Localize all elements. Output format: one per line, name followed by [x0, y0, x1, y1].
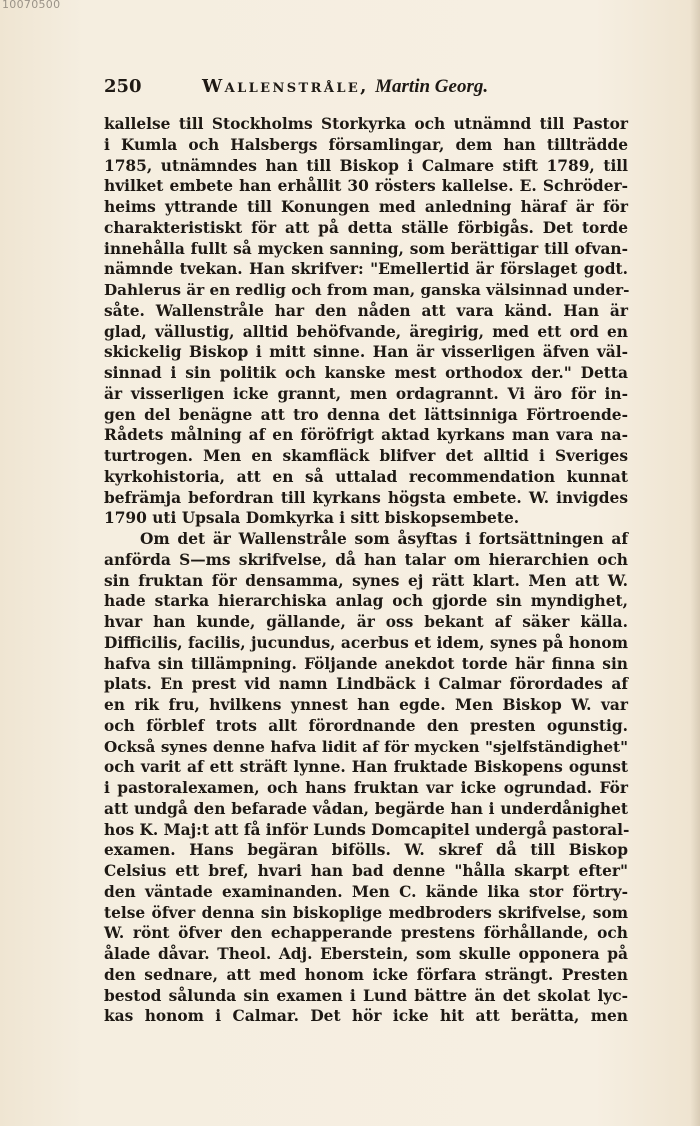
text-line: att undgå den befarade vådan, begärde han i underdånighet	[104, 799, 628, 818]
running-title-name: Wallenstråle,	[202, 76, 369, 97]
text-line: plats. En prest vid namn Lindbäck i Calmar förordades af	[104, 675, 628, 694]
catalog-number: 10070500	[2, 0, 61, 11]
text-line: hvilket embete han erhållit 30 rösters kallelse. E. Schröder-	[104, 177, 628, 196]
text-line: såte. Wallenstråle har den nåden att vara känd. Han är	[104, 301, 628, 320]
text-line: hos K. Maj:t att få inför Lunds Domcapitel undergå pastoral-	[104, 820, 630, 839]
text-line: sinnad i sin politik och kanske mest orthodox der." Detta	[104, 364, 628, 382]
page-number: 250	[104, 76, 142, 97]
text-line: och förblef trots allt förordnande den presten ogunstig.	[104, 716, 628, 735]
text-line: en rik fru, hvilkens ynnest han egde. Men Biskop W. var	[104, 696, 628, 714]
text-line: i pastoralexamen, och hans fruktan var icke ogrundad. För	[104, 779, 628, 797]
text-line: heims yttrande till Konungen med anledning häraf är för	[104, 198, 628, 216]
text-line: ålade dåvar. Theol. Adj. Eberstein, som skulle opponera på	[104, 945, 628, 963]
text-line: telse öfver denna sin biskoplige medbroders skrifvelse, som	[104, 903, 628, 922]
text-line: sin fruktan för densamma, synes ej rätt klart. Men att W.	[104, 571, 628, 590]
text-line: W. rönt öfver den echapperande prestens förhållande, och	[104, 924, 628, 943]
text-line: Om det är Wallenstråle som åsyftas i fortsättningen af	[140, 530, 628, 548]
text-line: i Kumla och Halsbergs församlingar, dem han tillträdde	[104, 135, 628, 154]
text-line: skickelig Biskop i mitt sinne. Han är visserligen äfven väl-	[104, 343, 628, 362]
text-line: Celsius ett bref, hvari han bad denne "hålla skarpt efter"	[104, 862, 628, 880]
text-line: bestod sålunda sin examen i Lund bättre än det skolat lyc-	[104, 986, 628, 1005]
text-line: Dahlerus är en redlig och from man, ganska välsinnad under-	[104, 281, 630, 299]
text-line: den sednare, att med honom icke förfara strängt. Presten	[104, 965, 628, 984]
text-line: 1785, utnämndes han till Biskop i Calmare stift 1789, till	[104, 156, 628, 175]
body-text	[104, 114, 628, 1027]
text-line: hvar han kunde, gällande, är oss bekant af säker källa.	[104, 613, 628, 631]
text-line: kallelse till Stockholms Storkyrka och utnämnd till Pastor	[104, 115, 628, 133]
text-line: charakteristiskt för att på detta ställe förbigås. Det torde	[104, 218, 628, 237]
text-line: glad, vällustig, alltid behöfvande, äregirig, med ett ord en	[104, 322, 628, 341]
text-line: Rådets målning af en föröfrigt aktad kyrkans man vara na-	[104, 426, 628, 445]
text-line: kyrkohistoria, att en så uttalad recommendation kunnat	[104, 467, 628, 486]
text-line: gen del benägne att tro denna det lättsinniga Förtroende-	[104, 405, 628, 424]
page-edge-shadow	[690, 0, 700, 1126]
text-line: befrämja befordran till kyrkans högsta embete. W. invigdes	[104, 488, 628, 507]
text-line: anförda S—ms skrifvelse, då han talar om hierarchien och	[104, 550, 628, 569]
text-line: Difficilis, facilis, jucundus, acerbus et idem, synes på honom	[104, 633, 628, 652]
text-line: turtrogen. Men en skamfläck blifver det alltid i Sveriges	[104, 447, 628, 465]
text-line: hade starka hierarchiska anlag och gjorde sin myndighet,	[104, 592, 628, 611]
text-line: den väntade examinanden. Men C. kände lika stor förtry-	[104, 882, 628, 901]
text-line: och varit af ett sträft lynne. Han fruktade Biskopens ogunst	[104, 758, 628, 777]
running-head	[104, 76, 634, 102]
text-line: är visserligen icke grannt, men ordagrannt. Vi äro för in-	[104, 384, 628, 403]
running-title-forename: Martin Georg.	[375, 76, 489, 97]
text-line: examen. Hans begäran bifölls. W. skref då till Biskop	[104, 841, 628, 860]
running-title	[202, 76, 488, 98]
text-line: innehålla fullt så mycken sanning, som berättigar till ofvan-	[104, 239, 628, 258]
text-line: kas honom i Calmar. Det hör icke hit att berätta, men	[104, 1007, 628, 1026]
text-line: nämnde tvekan. Han skrifver: "Emellertid är förslaget godt.	[104, 260, 628, 279]
text-line: 1790 uti Upsala Domkyrka i sitt biskopsembete.	[104, 509, 520, 528]
text-line: Också synes denne hafva lidit af för mycken "sjelfständighet"	[104, 737, 628, 756]
text-line: hafva sin tillämpning. Följande anekdot torde här finna sin	[104, 654, 628, 673]
